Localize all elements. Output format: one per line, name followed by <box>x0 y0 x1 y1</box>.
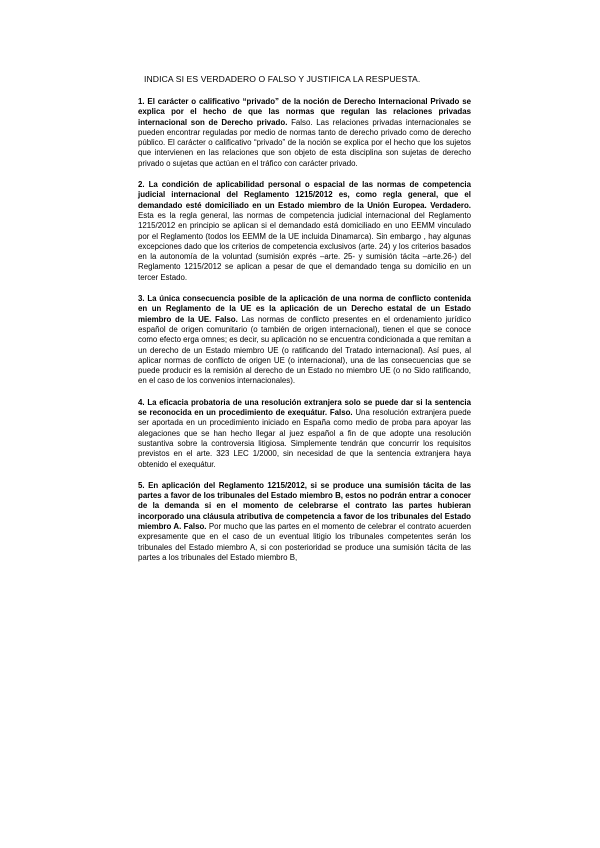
question-item-4 <box>138 398 471 470</box>
question-explanation: Esta es la regla general, las normas de competencia judicial internacional del Reglamento 1215/2012 en principio se aplican si el demandado está domiciliado en uno EEMM vinculado por el Reglamento (todos los EEMM de la UE incluida Dinamarca). Sin embargo , hay algunas excepciones dado que los criterios de competencia exclusivos (arte. 24) y los criterios basados en la autonomía de la voluntad (sumisión exprés –arte. 25- y sumisión tácita –arte.26-) del Reglamento 1215/2012 se aplican a pesar de que el demandado tenga su domicilio en un tercer Estado. <box>138 210 471 282</box>
question-statement: 1. El carácter o calificativo “privado” de la noción de Derecho Internacional Privado se explica por el hecho de que las normas que regulan las relaciones privadas internacional son de Derecho privado. <box>138 97 471 127</box>
question-answer: Verdadero. <box>430 200 471 210</box>
question-statement: 2. La condición de aplicabilidad personal o espacial de las normas de competencia judicial internacional del Reglamento 1215/2012 es, como regla general, que el demandado esté domiciliado en un Estado miembro de la Unión Europea. <box>138 180 471 210</box>
question-explanation: Las normas de conflicto presentes en el ordenamiento jurídico español de origen comunitario (o también de origen internacional), tienen el que se conoce como efecto erga omnes; es decir, su aplicación no se encuentra condicionada a que remitan a un derecho de un Estado miembro UE (o ratificando del Tratado internacional). Así pues, al aplicar normas de conflicto de origen UE (o internacional), una de las consecuencias que se puede producir es la remisión al derecho de un Estado no miembro UE (o no Sido ratificando, en el caso de los convenios internacionales). <box>138 314 471 386</box>
question-answer: Falso. <box>215 314 238 324</box>
question-item-1 <box>138 97 471 169</box>
question-item-2 <box>138 180 471 283</box>
question-answer: Falso. <box>291 117 313 127</box>
question-explanation: Una resolución extranjera puede ser aportada en un procedimiento iniciado en España como medio de proba para apoyar las alegaciones que se han hecho llegar al juez español a fin de que adopte una resolución sustantiva sobre la controversia litigiosa. Simplemente tendrán que concurrir los requisitos previstos en el arte. 323 LEC 1/2000, sin necesidad de que la sentencia extranjera haya obtenido el exequátur. <box>138 408 471 469</box>
question-answer: Falso. <box>329 408 353 418</box>
page-heading: INDICA SI ES VERDADERO O FALSO Y JUSTIFICA LA RESPUESTA. <box>144 74 421 84</box>
question-statement: 3. La única consecuencia posible de la aplicación de una norma de conflicto contenida en un Reglamento de la UE es la aplicación de un Derecho estatal de un Estado miembro de la UE. <box>138 294 471 324</box>
question-answer: Falso. <box>183 521 207 531</box>
question-statement: 4. La eficacia probatoria de una resolución extranjera solo se puede dar si la sentencia se reconocida en un procedimiento de exequátur. <box>138 397 471 418</box>
question-explanation: Las relaciones privadas internacionales se pueden encontrar reguladas por medio de normas tanto de derecho privado como de derecho público. El carácter o calificativo “privado” de la noción se explica por el hecho que los sujetos que intervienen en las relaciones que son objeto de esta disciplina son sujetas de derecho privado o sujetas que actúan en el tráfico con carácter privado. <box>138 117 471 168</box>
question-explanation: Por mucho que las partes en el momento de celebrar el contrato acuerden expresamente que en el caso de un eventual litigio los tribunales competentes serán los tribunales del Estado miembro A, si con posterioridad se produce una sumisión tácita de las partes a los tribunales del Estado miembro B, <box>138 521 471 562</box>
question-item-3 <box>138 294 471 387</box>
question-statement: 5. En aplicación del Reglamento 1215/2012, si se produce una sumisión tácita de las partes a favor de los tribunales del Estado miembro B, estos no podrán entrar a conocer de la demanda si en el momento de celebrarse el contrato las partes hubieran incorporado una cláusula atributiva de competencia a favor de los tribunales del Estado miembro A. <box>138 480 471 531</box>
document-page <box>138 74 471 574</box>
question-item-5 <box>138 481 471 563</box>
